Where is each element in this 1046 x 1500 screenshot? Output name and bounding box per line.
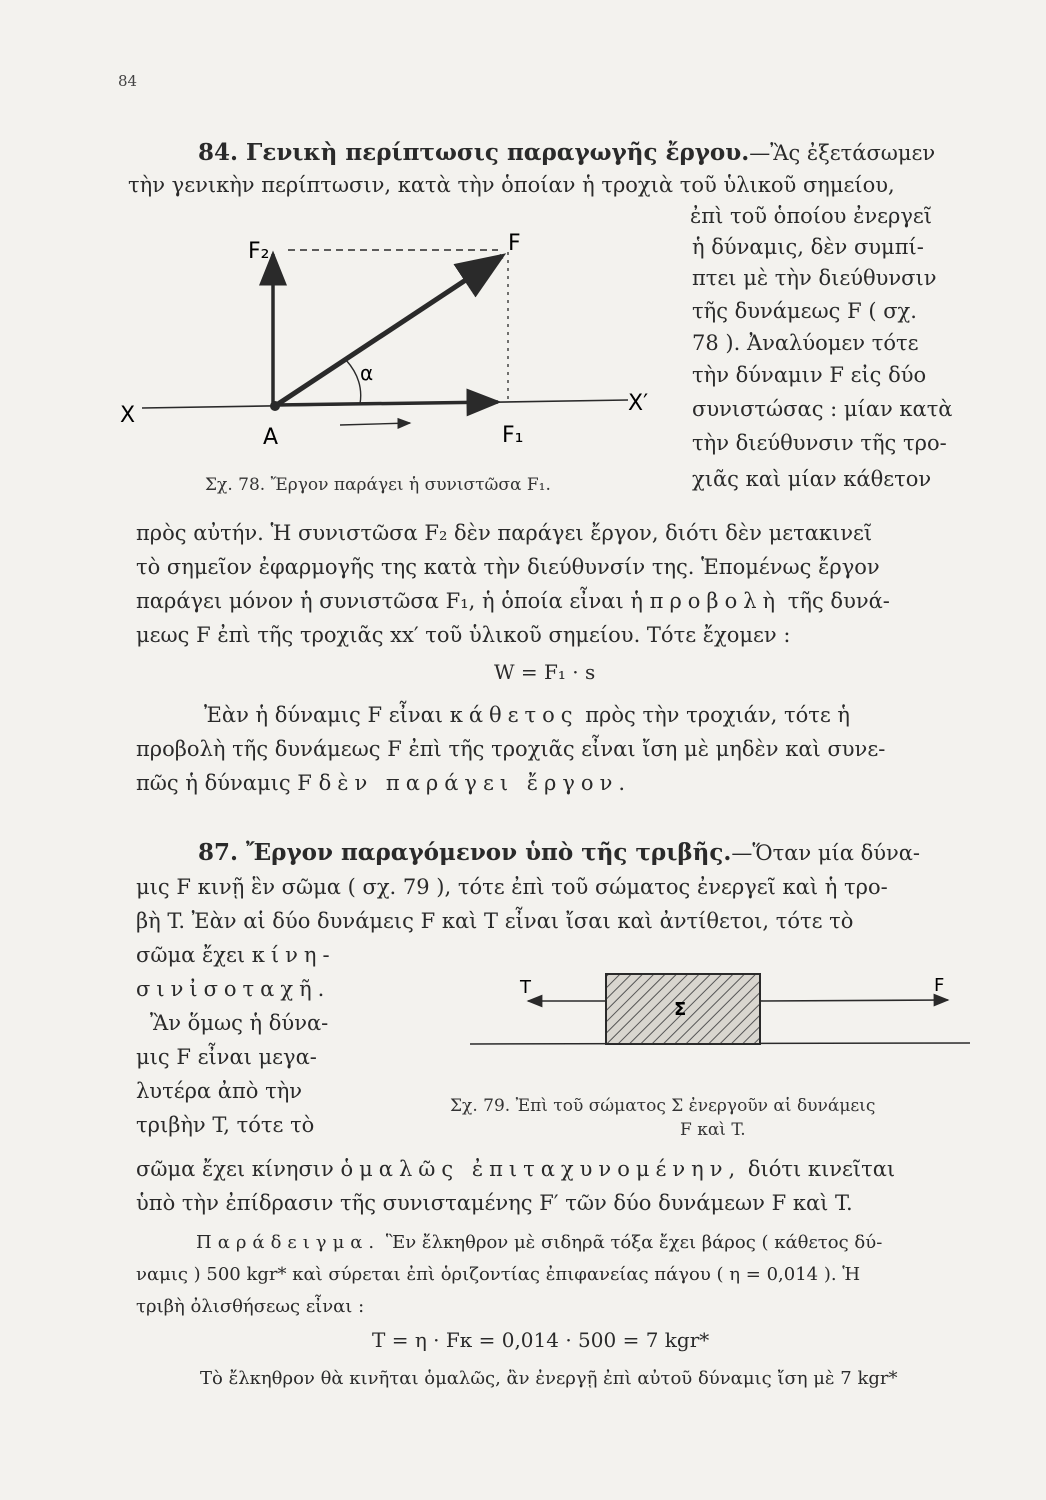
text-line xyxy=(136,588,890,614)
text-line: τῆς δυνάμεως F ( σχ. xyxy=(692,299,917,323)
text-line: τὴν δύναμιν F εἰς δύο xyxy=(692,363,927,387)
text-line: 78 ). Ἀναλύομεν τότε xyxy=(692,331,919,355)
text-segment: Ἐὰν ἡ δύναμις F εἶναι xyxy=(204,703,444,727)
text-segment: τῆς δυνά- xyxy=(787,589,890,613)
text-line: μις F εἶναι μεγα- xyxy=(136,1045,317,1069)
figure-79-caption-line1: Σχ. 79. Ἐπὶ τοῦ σώματος Σ ἐνεργοῦν αἱ δυνάμεις xyxy=(450,1096,876,1116)
text-line: ὑπὸ τὴν ἐπίδρασιν τῆς συνισταμένης F′ τῶν δύο δυνάμεων F καὶ T. xyxy=(136,1191,853,1215)
text-line: χιᾶς καὶ μίαν κάθετον xyxy=(692,467,932,491)
text-line: σινἰσοταχῆ. xyxy=(136,977,331,1001)
label-f2: F₂ xyxy=(248,239,270,264)
label-x: X xyxy=(120,403,136,428)
figure-78-caption: Σχ. 78. Ἔργον παράγει ἡ συνιστῶσα F₁. xyxy=(205,475,551,495)
figure-79 xyxy=(470,965,980,1055)
text-line: συνιστώσας : μίαν κατὰ xyxy=(692,397,953,421)
text-line: τριβὴν T, τότε τὸ xyxy=(136,1113,315,1137)
text-line: πτει μὲ τὴν διεύθυνσιν xyxy=(692,266,937,290)
emphasis-accelerated: ὁμαλῶς ἐπιταχυνομένην, xyxy=(340,1157,742,1181)
label-alpha: α xyxy=(360,361,374,385)
text-line: τὴν γενικὴν περίπτωσιν, κατὰ τὴν ὁποίαν ἡ τροχιὰ τοῦ ὑλικοῦ σημείου, xyxy=(128,173,895,197)
section-87-title-rest: —Ὅταν μία δύνα- xyxy=(731,841,921,865)
text-line: μεως F ἐπὶ τῆς τροχιᾶς xx′ τοῦ ὑλικοῦ σημείου. Τότε ἔχομεν : xyxy=(136,623,791,647)
emphasis-projection: προβολὴ xyxy=(649,589,782,613)
figure-78 xyxy=(120,228,680,458)
text-line xyxy=(136,770,631,796)
text-line: τριβὴ ὀλισθήσεως εἶναι : xyxy=(136,1296,365,1317)
page-number: 84 xyxy=(118,72,138,90)
angle-arc xyxy=(346,360,361,404)
text-segment: σῶμα ἔχει xyxy=(136,943,246,967)
figure-79-caption-line2: F καὶ T. xyxy=(680,1120,746,1140)
text-line: βὴ T. Ἐὰν αἱ δύο δυνάμεις F καὶ T εἶναι ἴσαι καὶ ἀντίθετοι, τότε τὸ xyxy=(136,909,854,933)
text-line: πρὸς αὐτήν. Ἡ συνιστῶσα F₂ δὲν παράγει ἔργον, διότι δὲν μετακινεῖ xyxy=(136,521,873,545)
equation-friction: T = η · Fκ = 0,014 · 500 = 7 kgr* xyxy=(372,1328,710,1352)
text-line xyxy=(136,942,336,968)
section-84-heading xyxy=(198,140,935,166)
equation-work: W = F₁ · s xyxy=(494,660,596,684)
section-84-title-rest: —Ἂς ἐξετάσωμεν xyxy=(749,141,936,165)
emphasis-perpendicular: κάθετος xyxy=(449,703,579,727)
text-line: λυτέρα ἀπὸ τὴν xyxy=(136,1079,303,1103)
text-segment: διότι κινεῖται xyxy=(747,1157,896,1181)
text-line: ἐπὶ τοῦ ὁποίου ἐνεργεῖ xyxy=(690,204,933,228)
label-f: F xyxy=(508,231,521,256)
label-f1: F₁ xyxy=(502,423,524,448)
text-line: τὸ σημεῖον ἐφαρμογῆς της κατὰ τὴν διεύθυνσίν της. Ἑπομένως ἔργον xyxy=(136,555,880,579)
label-sigma: Σ xyxy=(674,999,687,1020)
motion-arrow xyxy=(340,423,410,425)
text-segment: Ἓν ἔλκηθρον μὲ σιδηρᾶ τόξα ἔχει βάρος ( κάθετος δύ- xyxy=(385,1232,883,1253)
text-segment: παράγει μόνον ἡ συνιστῶσα F₁, ἡ ὁποία εἶναι ἡ xyxy=(136,589,643,613)
text-line: Ἂν ὅμως ἡ δύνα- xyxy=(150,1011,329,1035)
label-t: T xyxy=(520,977,531,998)
section-87-heading xyxy=(198,840,920,866)
text-line xyxy=(204,702,850,728)
text-segment: πρὸς τὴν τροχιάν, τότε ἡ xyxy=(585,703,850,727)
text-line: προβολὴ τῆς δυνάμεως F ἐπὶ τῆς τροχιᾶς εἶναι ἴση μὲ μηδὲν καὶ συνε- xyxy=(136,737,886,761)
text-line: μις F κινῇ ἓν σῶμα ( σχ. 79 ), τότε ἐπὶ τοῦ σώματος ἐνεργεῖ καὶ ἡ τρο- xyxy=(136,875,888,899)
vector-f1 xyxy=(275,402,498,405)
text-segment: πῶς ἡ δύναμις F xyxy=(136,771,312,795)
text-line: Τὸ ἔλκηθρον θὰ κινῆται ὁμαλῶς, ἂν ἐνεργῇ ἐπὶ αὐτοῦ δύναμις ἴση μὲ 7 kgr* xyxy=(200,1368,898,1389)
section-87-title: 87. Ἔργον παραγόμενον ὑπὸ τῆς τριβῆς. xyxy=(198,839,732,866)
example-label: Παράδειγμα. xyxy=(196,1232,381,1253)
vector-f xyxy=(760,1000,948,1001)
label-a: A xyxy=(263,425,279,450)
text-line: ἡ δύναμις, δὲν συμπί- xyxy=(692,235,924,259)
emphasis-no-work: δὲν παράγει ἔργον. xyxy=(318,771,632,795)
text-line xyxy=(136,1156,895,1182)
text-line: τὴν διεύθυνσιν τῆς τρο- xyxy=(692,431,947,455)
point-a xyxy=(270,401,280,411)
section-84-title: 84. Γενικὴ περίπτωσις παραγωγῆς ἔργου. xyxy=(198,139,750,166)
label-x-prime: X′ xyxy=(628,391,649,416)
text-segment: σῶμα ἔχει κίνησιν xyxy=(136,1157,334,1181)
vector-f xyxy=(275,256,502,406)
text-line xyxy=(196,1230,882,1256)
label-f: F xyxy=(934,975,945,996)
text-line: ναμις ) 500 kgr* καὶ σύρεται ἐπὶ ὁριζοντίας ἐπιφανείας πάγου ( η = 0,014 ). Ἡ xyxy=(136,1264,861,1285)
emphasis-text: κίνη- xyxy=(251,943,336,967)
